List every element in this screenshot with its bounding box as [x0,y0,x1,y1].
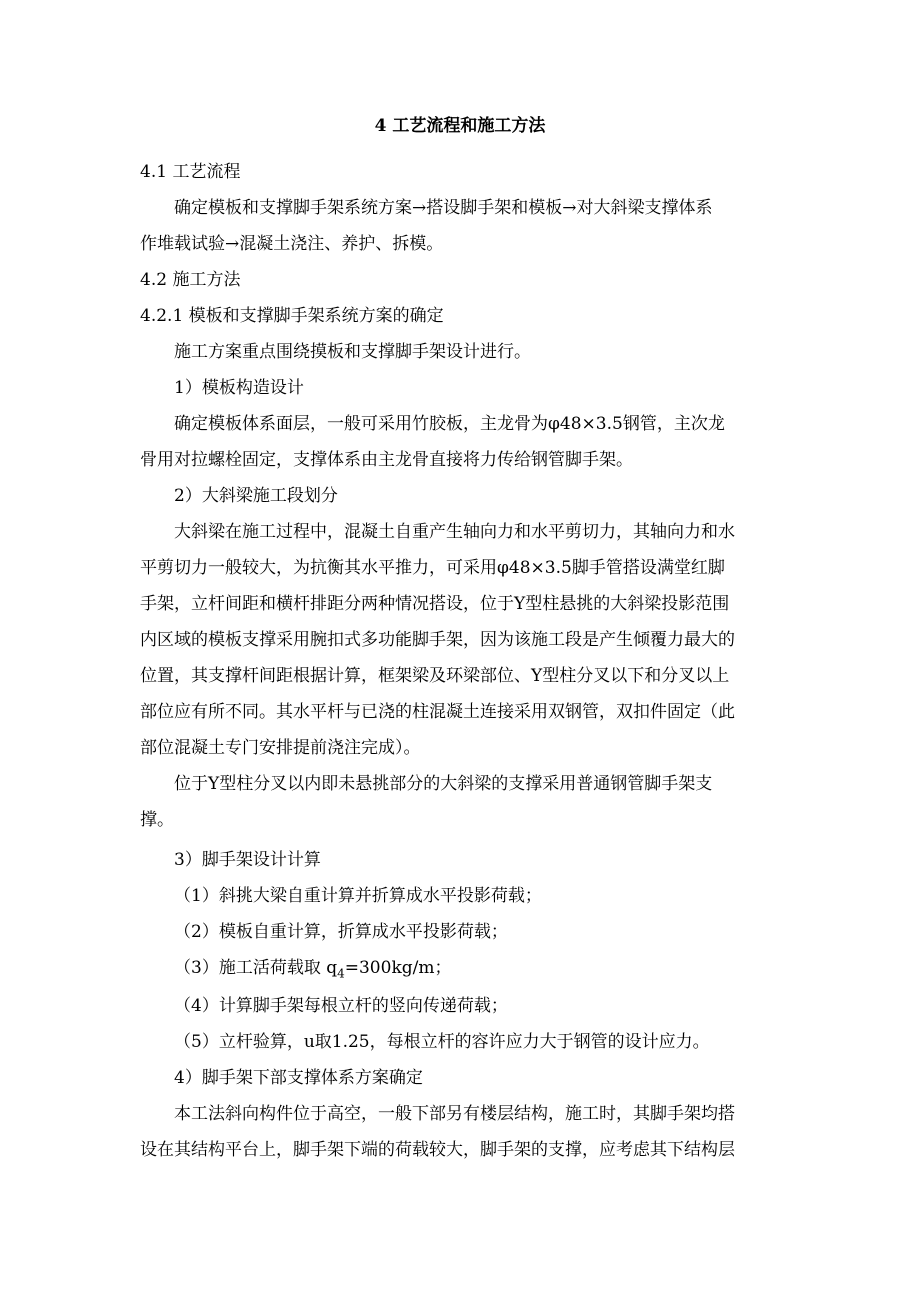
list-item: （4）计算脚手架每根立杆的竖向传递荷载； [174,996,508,1016]
heading-4-2-1: 4.2.1 模板和支撑脚手架系统方案的确定 [140,306,444,326]
paragraph-line: 手架，立杆间距和横杆排距分两种情况搭设，位于Y型柱悬挑的大斜梁投影范围 [140,594,730,614]
paragraph-line: 部位应有所不同。其水平杆与已浇的柱混凝土连接采用双钢管，双扣件固定（此 [140,702,735,722]
paragraph-line: 设在其结构平台上，脚手架下端的荷载较大，脚手架的支撑，应考虑其下结构层 [140,1140,735,1160]
subheading-3: 3）脚手架设计计算 [174,850,321,870]
subscript: 4 [337,966,345,981]
list-item: （3）施工活荷载取 $q_4=300kg/m$； [174,958,452,981]
subheading-1: 1）模板构造设计 [174,378,304,398]
heading-4-1: 4.1 工艺流程 [140,162,241,182]
paragraph-line: 部位混凝土专门安排提前浇注完成）。 [140,738,421,758]
section-title: 4 工艺流程和施工方法 [374,116,546,136]
paragraph-line: 确定模板和支撑脚手架系统方案→搭设脚手架和模板→对大斜梁支撑体系 [174,198,713,218]
paragraph-line: 大斜梁在施工过程中，混凝土自重产生轴向力和水平剪切力，其轴向力和水 [174,522,735,542]
paragraph-line: 确定模板体系面层，一般可采用竹胶板，主龙骨为φ48×3.5钢管，主次龙 [174,414,725,434]
paragraph-line: 撑。 [140,810,174,830]
heading-4-2: 4.2 施工方法 [140,270,241,290]
paragraph-line: 施工方案重点围绕摸板和支撑脚手架设计进行。 [174,342,531,362]
subheading-4: 4）脚手架下部支撑体系方案确定 [174,1068,423,1088]
list-item: （2）模板自重计算，折算成水平投影荷载； [174,922,508,942]
paragraph-line: 位置，其支撑杆间距根据计算，框架梁及环梁部位、Y型柱分叉以下和分叉以上 [140,666,730,686]
paragraph-line: 骨用对拉螺栓固定，支撑体系由主龙骨直接将力传给钢管脚手架。 [140,450,633,470]
paragraph-line: 位于Y型柱分叉以内即未悬挑部分的大斜梁的支撑采用普通钢管脚手架支 [174,774,713,794]
paragraph-line: 作堆载试验→混凝土浇注、养护、拆模。 [140,234,444,254]
list-item: （1）斜挑大梁自重计算并折算成水平投影荷载； [174,886,542,906]
subheading-2: 2）大斜梁施工段划分 [174,486,338,506]
paragraph-line: 内区域的模板支撑采用腕扣式多功能脚手架，因为该施工段是产生倾覆力最大的 [140,630,735,650]
paragraph-line: 本工法斜向构件位于高空，一般下部另有楼层结构，施工时，其脚手架均搭 [174,1104,735,1124]
list-item: （5）立杆验算，u取1.25，每根立杆的容许应力大于钢管的设计应力。 [174,1032,710,1052]
paragraph-line: 平剪切力一般较大，为抗衡其水平推力，可采用φ48×3.5脚手管搭设满堂红脚 [140,558,725,578]
